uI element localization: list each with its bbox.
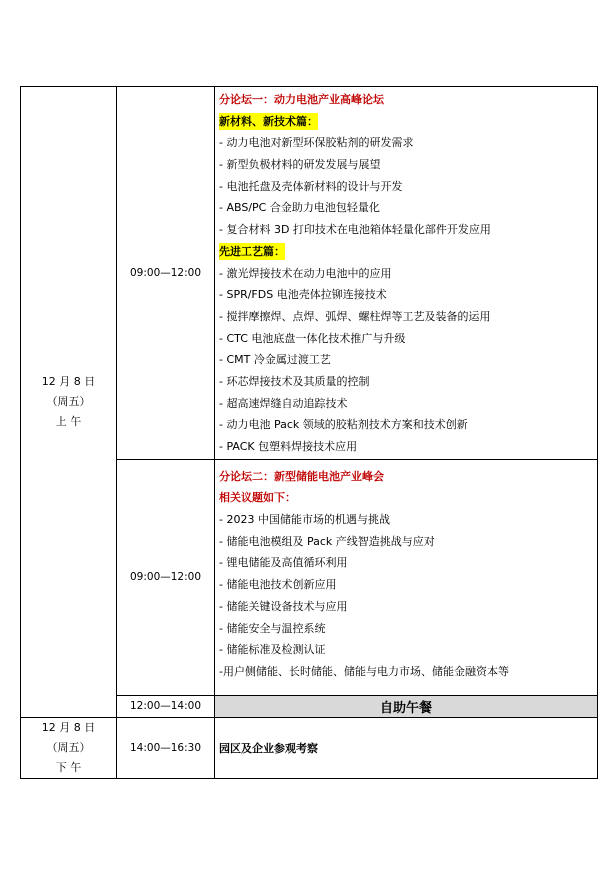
- list-item: - 动力电池 Pack 领域的胶粘剂技术方案和技术创新: [219, 418, 468, 432]
- morning-date-cell: [21, 87, 117, 718]
- lunch-time: 12:00—14:00: [117, 695, 215, 717]
- morning-date: 12 月 8 日: [41, 374, 96, 388]
- morning-period: 上 午: [55, 414, 82, 428]
- list-item: - CTC 电池底盘一体化技术推广与升级: [219, 331, 406, 345]
- afternoon-weekday: （周五）: [46, 740, 91, 754]
- list-item: - 锂电储能及高值循环利用: [219, 556, 348, 570]
- forum2-content: [215, 459, 598, 695]
- list-item: - 2023 中国储能市场的机遇与挑战: [219, 513, 390, 527]
- forum2-time: 09:00—12:00: [117, 459, 215, 695]
- list-item: - 储能安全与温控系统: [219, 621, 326, 635]
- list-item: - 储能标准及检测认证: [219, 643, 326, 657]
- list-item: - CMT 冷金属过渡工艺: [219, 353, 331, 367]
- list-item: - 超高速焊缝自动追踪技术: [219, 396, 348, 410]
- afternoon-date: 12 月 8 日: [41, 720, 96, 734]
- forum1-row: [21, 87, 598, 460]
- list-item: - ABS/PC 合金助力电池包轻量化: [219, 201, 380, 215]
- forum2-title: 分论坛二：新型储能电池产业峰会: [219, 469, 384, 483]
- list-item: - 储能关键设备技术与应用: [219, 599, 348, 613]
- afternoon-time: 14:00—16:30: [117, 717, 215, 778]
- forum1-content: [215, 87, 598, 460]
- list-item: - SPR/FDS 电池壳体拉铆连接技术: [219, 288, 387, 302]
- forum2-subtitle: 相关议题如下：: [219, 491, 296, 505]
- afternoon-row: [21, 717, 598, 778]
- forum1-title: 分论坛一：动力电池产业高峰论坛: [219, 93, 384, 106]
- list-item: - 复合材料 3D 打印技术在电池箱体轻量化部件开发应用: [219, 223, 491, 237]
- agenda-table: [20, 86, 598, 779]
- list-item: - 环芯焊接技术及其质量的控制: [219, 374, 370, 388]
- afternoon-activity: 园区及企业参观考察: [215, 717, 598, 778]
- list-item: - 电池托盘及壳体新材料的设计与开发: [219, 179, 403, 193]
- list-item: -用户侧储能、长时储能、储能与电力市场、储能金融资本等: [219, 664, 509, 678]
- section-title-process: 先进工艺篇：: [219, 244, 285, 258]
- list-item: - 激光焊接技术在动力电池中的应用: [219, 266, 392, 280]
- list-item: - 储能电池模组及 Pack 产线智造挑战与应对: [219, 534, 435, 548]
- morning-weekday: （周五）: [46, 394, 91, 408]
- section-title-materials: 新材料、新技术篇：: [219, 114, 318, 128]
- list-item: - 搅拌摩擦焊、点焊、弧焊、螺柱焊等工艺及装备的运用: [219, 309, 491, 323]
- list-item: - PACK 包塑料焊接技术应用: [219, 440, 358, 453]
- list-item: - 新型负极材料的研发发展与展望: [219, 158, 381, 172]
- list-item: - 储能电池技术创新应用: [219, 578, 337, 592]
- list-item: - 动力电池对新型环保胶粘剂的研发需求: [219, 136, 414, 150]
- forum1-time: 09:00—12:00: [117, 87, 215, 460]
- lunch-label: 自助午餐: [215, 695, 598, 717]
- afternoon-period: 下 午: [55, 760, 82, 774]
- afternoon-date-cell: [21, 717, 117, 778]
